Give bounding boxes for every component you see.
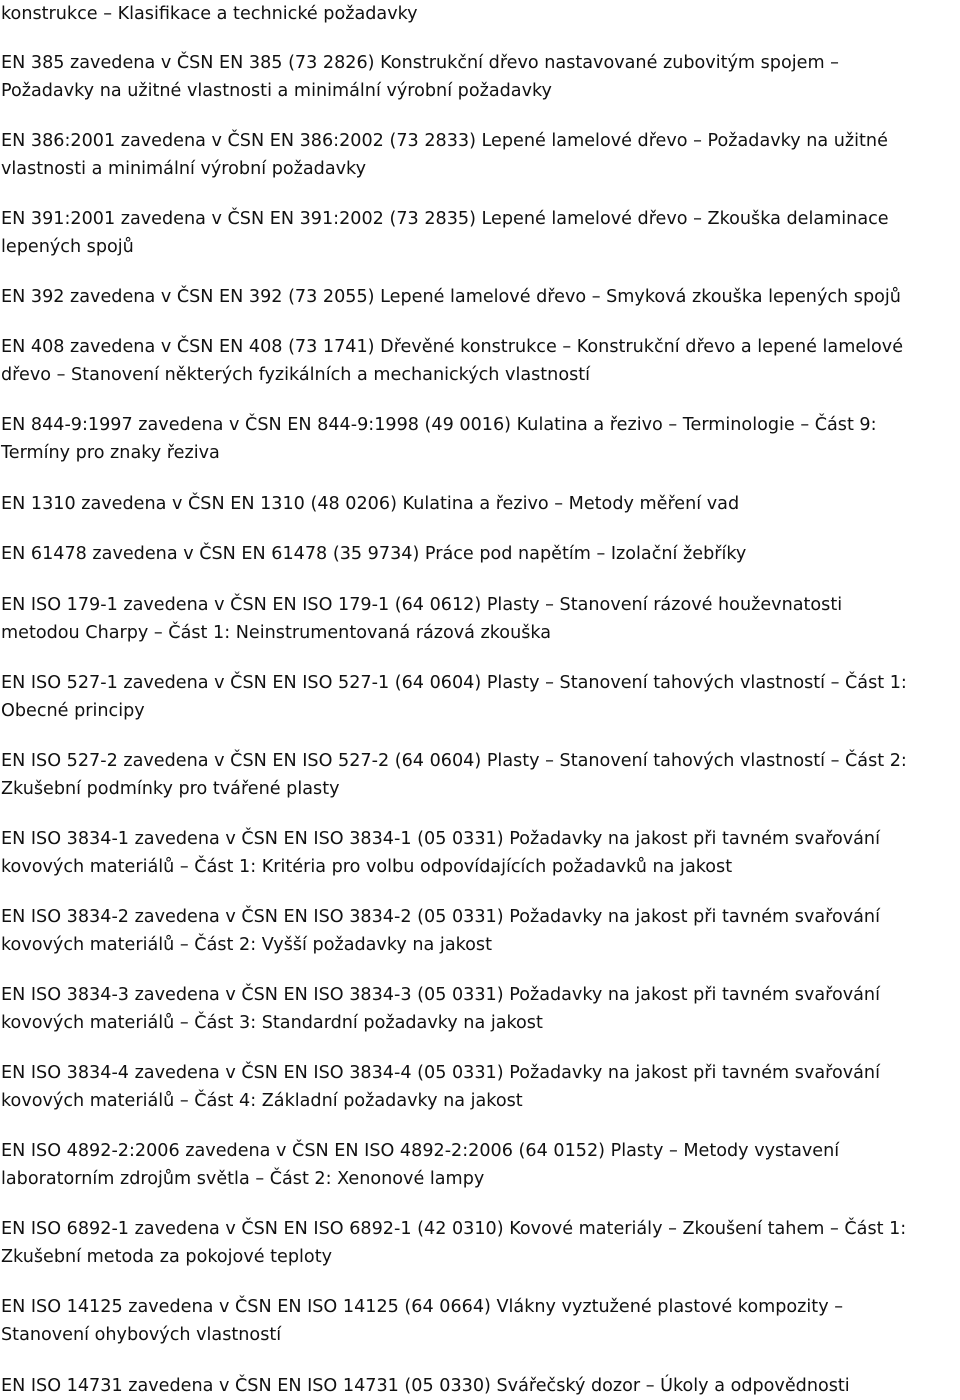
text-line: EN 391:2001 zavedena v ČSN EN 391:2002 (73 2835) Lepené lamelové dřevo – Zkouška delaminace	[1, 209, 889, 229]
standard-entry	[1, 669, 957, 725]
text-line: EN 392 zavedena v ČSN EN 392 (73 2055) Lepené lamelové dřevo – Smyková zkouška lepených spojů	[1, 287, 901, 307]
text-line: EN 61478 zavedena v ČSN EN 61478 (35 9734) Práce pod napětím – Izolační žebříky	[1, 544, 747, 564]
standard-entry	[1, 1059, 957, 1115]
text-line: Zkušební podmínky pro tvářené plasty	[1, 779, 340, 799]
standard-entry	[1, 540, 957, 568]
standard-entry	[1, 333, 957, 389]
text-line: EN ISO 3834-3 zavedena v ČSN EN ISO 3834-3 (05 0331) Požadavky na jakost při tavném svařování	[1, 985, 880, 1005]
text-line: EN 386:2001 zavedena v ČSN EN 386:2002 (73 2833) Lepené lamelové dřevo – Požadavky na užitné	[1, 131, 888, 151]
standard-entry	[1, 903, 957, 959]
standard-entry	[1, 747, 957, 803]
text-line: EN 408 zavedena v ČSN EN 408 (73 1741) Dřevěné konstrukce – Konstrukční dřevo a lepené lamelové	[1, 337, 904, 357]
standard-entry	[1, 1372, 957, 1400]
standard-entry	[1, 981, 957, 1037]
standard-entry	[1, 1215, 957, 1271]
text-line: kovových materiálů – Část 2: Vyšší požadavky na jakost	[1, 935, 492, 955]
text-line: dřevo – Stanovení některých fyzikálních a mechanických vlastností	[1, 365, 591, 385]
text-line: EN ISO 6892-1 zavedena v ČSN EN ISO 6892-1 (42 0310) Kovové materiály – Zkoušení tahem – Část 1:	[1, 1219, 907, 1239]
text-line: kovových materiálů – Část 3: Standardní požadavky na jakost	[1, 1013, 543, 1033]
text-line: Stanovení ohybových vlastností	[1, 1325, 282, 1345]
text-line: kovových materiálů – Část 1: Kritéria pro volbu odpovídajících požadavků na jakost	[1, 857, 733, 877]
text-line: EN ISO 14125 zavedena v ČSN EN ISO 14125 (64 0664) Vlákny vyztužené plastové kompozity –	[1, 1297, 844, 1317]
text-line: Zkušební metoda za pokojové teploty	[1, 1247, 333, 1267]
text-line: laboratorním zdrojům světla – Část 2: Xenonové lampy	[1, 1169, 485, 1189]
text-line: EN 1310 zavedena v ČSN EN 1310 (48 0206) Kulatina a řezivo – Metody měření vad	[1, 494, 740, 514]
text-line: EN ISO 527-2 zavedena v ČSN EN ISO 527-2 (64 0604) Plasty – Stanovení tahových vlastností – Část 2:	[1, 751, 907, 771]
standard-entry	[1, 411, 957, 467]
text-line: EN 385 zavedena v ČSN EN 385 (73 2826) Konstrukční dřevo nastavované zubovitým spojem –	[1, 53, 839, 73]
standard-entry	[1, 1137, 957, 1193]
text-line: konstrukce – Klasifikace a technické požadavky	[1, 4, 418, 24]
standard-entry	[1, 49, 957, 105]
text-line: EN ISO 4892-2:2006 zavedena v ČSN EN ISO 4892-2:2006 (64 0152) Plasty – Metody vystavení	[1, 1141, 840, 1161]
standard-entry	[1, 127, 957, 183]
text-line: EN ISO 179-1 zavedena v ČSN EN ISO 179-1 (64 0612) Plasty – Stanovení rázové houževnatosti	[1, 595, 843, 615]
text-line: Obecné principy	[1, 701, 145, 721]
text-line: Termíny pro znaky řeziva	[1, 443, 220, 463]
standard-entry	[1, 490, 957, 518]
standard-entry	[1, 0, 957, 28]
standard-entry	[1, 591, 957, 647]
text-line: lepených spojů	[1, 237, 134, 257]
text-line: EN ISO 3834-2 zavedena v ČSN EN ISO 3834-2 (05 0331) Požadavky na jakost při tavném svařování	[1, 907, 880, 927]
text-line: EN 844-9:1997 zavedena v ČSN EN 844-9:1998 (49 0016) Kulatina a řezivo – Terminologie – Část 9:	[1, 415, 877, 435]
standard-entry	[1, 825, 957, 881]
standard-entry	[1, 283, 957, 311]
text-line: EN ISO 14731 zavedena v ČSN EN ISO 14731 (05 0330) Svářečský dozor – Úkoly a odpovědnosti	[1, 1376, 850, 1396]
standard-entry	[1, 205, 957, 261]
text-line: metodou Charpy – Část 1: Neinstrumentovaná rázová zkouška	[1, 623, 552, 643]
standard-entry	[1, 1293, 957, 1349]
text-line: Požadavky na užitné vlastnosti a minimální výrobní požadavky	[1, 81, 552, 101]
text-line: vlastnosti a minimální výrobní požadavky	[1, 159, 367, 179]
text-line: kovových materiálů – Část 4: Základní požadavky na jakost	[1, 1091, 523, 1111]
text-line: EN ISO 3834-1 zavedena v ČSN EN ISO 3834-1 (05 0331) Požadavky na jakost při tavném svařování	[1, 829, 880, 849]
text-line: EN ISO 3834-4 zavedena v ČSN EN ISO 3834-4 (05 0331) Požadavky na jakost při tavném svařování	[1, 1063, 880, 1083]
text-line: EN ISO 527-1 zavedena v ČSN EN ISO 527-1 (64 0604) Plasty – Stanovení tahových vlastností – Část 1:	[1, 673, 907, 693]
